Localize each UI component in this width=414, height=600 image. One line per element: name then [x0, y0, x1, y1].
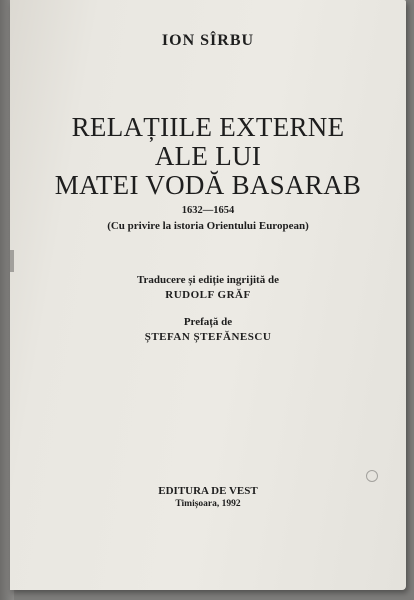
book-title-line-3: MATEI VODĂ BASARAB — [54, 170, 362, 200]
book-author: ION SÎRBU — [161, 32, 255, 49]
book-title-line-2: ALE LUI — [154, 141, 262, 171]
translation-label: Traducere și ediție ingrijită de — [137, 274, 279, 286]
preface-author-name: ȘTEFAN ȘTEFĂNESCU — [144, 331, 272, 343]
copyright-circle-mark — [366, 470, 378, 482]
book-title-line-1: RELAȚIILE EXTERNE — [71, 112, 345, 142]
publisher-name: EDITURA DE VEST — [158, 485, 258, 497]
book-dates: 1632—1654 — [181, 205, 235, 216]
translator-name: RUDOLF GRĂF — [165, 289, 251, 301]
page-edge-mark — [10, 250, 14, 272]
book-subtitle: (Cu privire la istoria Orientului European) — [107, 220, 309, 232]
preface-label: Prefață de — [183, 316, 233, 328]
title-page — [10, 0, 406, 590]
publisher-place-year: Timișoara, 1992 — [175, 499, 241, 509]
